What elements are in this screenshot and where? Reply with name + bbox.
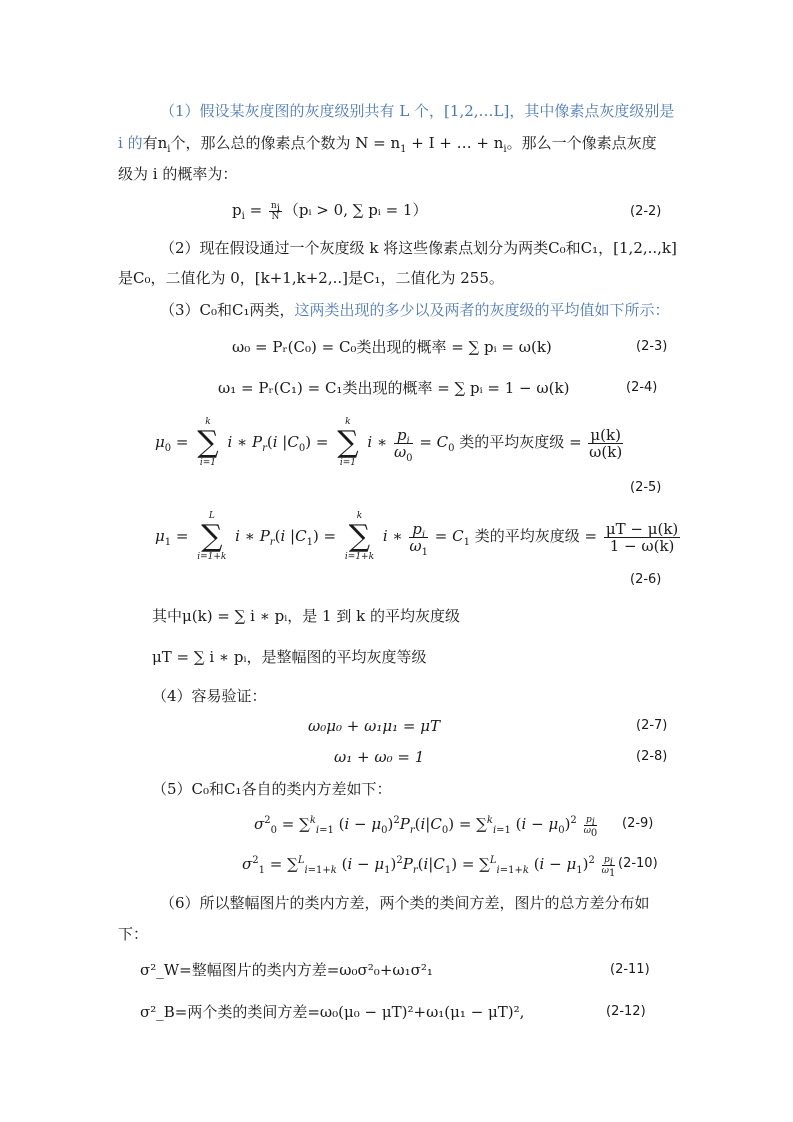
paragraph-5: （5）C₀和C₁各自的类内方差如下： [152, 780, 392, 798]
formula-2-8: ω₁ + ω₀ = 1 [334, 748, 425, 766]
formula-2-11: σ²_W=整幅图片的类内方差=ω₀σ²₀+ω₁σ²₁ [140, 961, 433, 979]
formula-2-9: $\sigma^2_0 = \sum^k_{i=1}$ $(i - \mu_0)^2P_r(i|C_0) = \sum^k_{i=1}$ $(i - \mu_0)^2$ $\frac{p_i}{\omega_0}$ [254, 814, 598, 839]
equation-number-2-6: (2-6) [630, 572, 662, 587]
paragraph-1-blue-text: i 的 [118, 134, 143, 152]
mu-T-definition: μT = ∑ i ∗ pᵢ，是整幅图的平均灰度等级 [152, 648, 427, 666]
formula-2-4: ω₁ = Pᵣ(C₁) = C₁类出现的概率 = ∑ pᵢ = 1 − ω(k) [218, 379, 570, 397]
summation-symbol: k ∑ i=1+k [344, 511, 375, 562]
paragraph-6-line-2: 下： [118, 925, 149, 943]
fraction-pi-over-omega1-small: $\frac{p_i}{\omega_1}$ [601, 854, 616, 879]
paragraph-3-text: （3）C₀和C₁两类， [160, 301, 295, 319]
formula-2-6-text: 类的平均灰度级 = [474, 527, 598, 545]
equation-number-2-8: (2-8) [636, 749, 668, 764]
fraction-pi-over-omega0: $\frac{p_i}{\omega_0}$ [393, 425, 413, 464]
formula-2-3: ω₀ = Pᵣ(C₀) = C₀类出现的概率 = ∑ pᵢ = ω(k) [232, 338, 552, 356]
equation-number-2-3: (2-3) [636, 339, 668, 354]
formula-2-2: $p_i$ = $\frac{n_i}{N}$ （pᵢ > 0, ∑ pᵢ = 1） [232, 200, 428, 222]
formula-2-6: $\mu_1$ = L ∑ i=1+k i ∗ $P_r(i$ $|C_1$) = k ∑ i=1+k i ∗ $\frac{p_i}{\omega_1}$ = $C_1$ 类的平均灰度级 = $\frac{\mu T - \mu(k)}{1 - \omega(k)}$ [155, 511, 679, 562]
paragraph-2-line-2: 是C₀，二值化为 0，[k+1,k+2,..]是C₁，二值化为 255。 [118, 269, 504, 287]
mu-k-definition: 其中μ(k) = ∑ i ∗ pᵢ，是 1 到 k 的平均灰度级 [152, 607, 460, 625]
formula-2-10: $\sigma^2_1 = \sum^L_{i=1+k}$ $(i - \mu_1)^2P_r(i|C_1) = \sum^L_{i=1+k}$ $(i - \mu_1)^2$ $\frac{p_i}{\omega_1}$ [242, 854, 616, 879]
equation-number-2-4: (2-4) [626, 380, 658, 395]
formula-2-2-condition: （pᵢ > 0, ∑ pᵢ = 1） [283, 201, 428, 219]
fraction-pi-over-omega1: $\frac{p_i}{\omega_1}$ [409, 519, 428, 558]
fraction-ni-over-n: $\frac{n_i}{N}$ [270, 200, 280, 222]
fraction-pi-over-omega0-small: $\frac{p_i}{\omega_0}$ [583, 814, 598, 839]
equation-number-2-7: (2-7) [636, 718, 668, 733]
paragraph-1-text-b: 有n [142, 134, 168, 152]
paragraph-3-blue-text: 这两类出现的多少以及两者的灰度级的平均值如下所示： [294, 301, 670, 319]
equation-number-2-10: (2-10) [618, 856, 658, 871]
paragraph-4: （4）容易验证： [152, 687, 267, 705]
paragraph-1-line-1: （1）假设某灰度图的灰度级别共有 L 个，[1,2,…L]，其中像素点灰度级别是 [160, 102, 675, 120]
equation-number-2-2: (2-2) [630, 204, 662, 219]
equation-number-2-11: (2-11) [610, 962, 650, 977]
equation-number-2-5: (2-5) [630, 480, 662, 495]
summation-symbol: k ∑ i=1 [197, 417, 219, 468]
paragraph-1-text-d: + I + … + n [406, 134, 504, 152]
paragraph-1-text-c: 个，那么总的像素点个数为 N = n [170, 134, 401, 152]
paragraph-3 [160, 300, 670, 320]
summation-symbol: k ∑ i=1 [337, 417, 359, 468]
paragraph-2-line-1: （2）现在假设通过一个灰度级 k 将这些像素点划分为两类C₀和C₁，[1,2,..,k] [160, 239, 677, 257]
formula-2-5-text: 类的平均灰度级 = [459, 433, 582, 451]
formula-2-7: ω₀μ₀ + ω₁μ₁ = μT [308, 717, 440, 735]
paragraph-6-line-1: （6）所以整幅图片的类内方差，两个类的类间方差，图片的总方差分布如 [160, 894, 650, 912]
summation-symbol: L ∑ i=1+k [197, 511, 227, 562]
formula-2-5: $\mu_0$ = k ∑ i=1 i ∗ $P_r(i$ $|C_0$) = k ∑ i=1 i ∗ $\frac{p_i}{\omega_0}$ = $C_0$ 类的平均灰度级 = $\frac{\mu(k)}{\omega(k)}$ [155, 417, 623, 468]
fraction-muT-minus-mu-k: $\frac{\mu T - \mu(k)}{1 - \omega(k)}$ [605, 519, 679, 555]
formula-2-12: σ²_B=两个类的类间方差=ω₀(μ₀ − μT)²+ω₁(μ₁ − μT)², [140, 1003, 525, 1021]
equation-number-2-12: (2-12) [606, 1004, 646, 1019]
fraction-mu-k-over-omega-k: $\frac{\mu(k)}{\omega(k)}$ [589, 425, 623, 461]
paragraph-1-line-3: 级为 i 的概率为： [118, 165, 238, 183]
equation-number-2-9: (2-9) [622, 816, 654, 831]
paragraph-1-line-2: i 的有$n_i$个，那么总的像素点个数为 $N = n_1 + I$ + … + $n_i$。那么一个像素点灰度 [118, 134, 657, 155]
paragraph-1-text-e: 。那么一个像素点灰度 [506, 134, 657, 152]
